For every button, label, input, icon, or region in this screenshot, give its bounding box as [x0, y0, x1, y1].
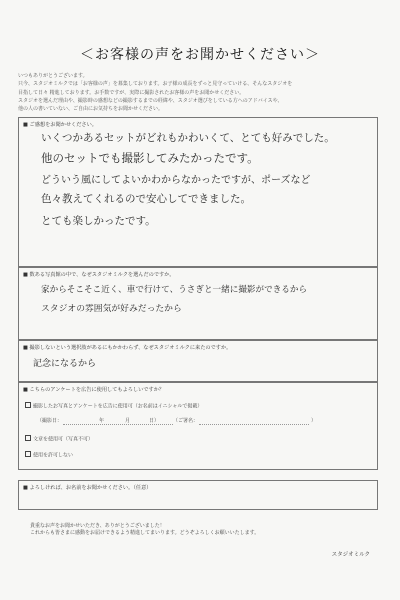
intro-line: 只今、スタジオミルクでは「お客様の声」を募集しております。お子様の成長をずっと見守っていける、そんなスタジオを	[18, 81, 293, 88]
reason-box	[18, 267, 378, 340]
impressions-line: 色々教えてくれるので安心してできました。	[41, 193, 251, 205]
ad-permission-heading: ■ こちらのアンケートを広告に使用してもよろしいですか？	[23, 387, 165, 393]
intro-line: スタジオを選んだ理由や、撮影時の感想などの撮影するまでの経緯や、スタジオ選びをしている方へのアドバイスや、	[18, 97, 283, 104]
ad-permission-box	[18, 382, 378, 470]
impressions-heading: ■ ご感想をお聞かせください。	[23, 122, 97, 128]
impressions-line: いくつかあるセットがどれもかわいくて、とても好みでした。	[41, 132, 335, 144]
impressions-box	[18, 117, 378, 267]
impressions-line: とても楽しかったです。	[41, 215, 156, 227]
brand-name: スタジオミルク	[331, 552, 370, 558]
checkbox[interactable]	[25, 402, 31, 408]
signature-line[interactable]	[199, 424, 309, 425]
impressions-line: どういう風にしてよいかわからなかったですが、ポーズなど	[41, 175, 311, 186]
date-line[interactable]	[63, 424, 173, 425]
shoot-date-label: （撮影日：	[37, 418, 63, 424]
intro-line: 目指して日々 精進しております。お手数ですが、実際に撮影されたお客様の声をお聞かせください。	[18, 89, 245, 96]
thanks-line: 貴重なお声をお聞かせいただき、ありがとうございました！	[30, 523, 165, 529]
option-label: 撮影したお写真とアンケートを広告に使用可（お名前はイニシャルで掲載）	[33, 403, 203, 410]
option-label: 使用を許可しない	[33, 452, 74, 459]
option-label: 文章を使用可（写真不可）	[33, 436, 94, 443]
permission-option-deny[interactable]	[25, 451, 73, 459]
impressions-line: 他のセットでも撮影してみたかったです。	[41, 151, 259, 165]
month-label: 月	[125, 418, 131, 424]
thanks-line: これからも皆さまに感動をお届けできるよう精進してまいります。どうぞよろしくお願いいたします。	[30, 530, 260, 536]
signature-label: （ご署名：	[173, 418, 199, 424]
year-label: 年	[99, 418, 105, 424]
checkbox[interactable]	[25, 451, 31, 457]
intro-text	[18, 72, 380, 113]
checkbox[interactable]	[25, 435, 31, 441]
day-label: 日）	[149, 418, 160, 424]
name-box	[18, 480, 378, 510]
signature-close: ）	[311, 418, 317, 424]
why-come-heading: ■ 撮影しないという選択肢があるにもかかわらず、なぜスタジオミルクに来たのですか。	[23, 345, 232, 351]
why-come-box	[18, 340, 378, 382]
name-heading: ■ よろしければ、お名前をお聞かせください。（任意）	[23, 485, 152, 491]
page-title: ＜お客様の声をお聞かせください＞	[80, 47, 320, 63]
reason-line: スタジオの雰囲気が好みだったから	[41, 304, 182, 314]
thanks-text	[30, 523, 259, 537]
intro-line: 他の人の書いていない、ご自由にお気持ちをお聞かせください。	[18, 106, 164, 113]
permission-option-text-only[interactable]	[25, 435, 93, 443]
permission-option-full[interactable]	[25, 402, 202, 410]
why-come-line: 記念になるから	[33, 359, 97, 369]
intro-line: いつもありがとうございます。	[18, 73, 88, 79]
reason-line: 家からそこそこ近く、車で行けて、うさぎと一緒に撮影ができるから	[41, 285, 308, 295]
reason-heading: ■ 数ある写真館の中で、なぜスタジオミルクを選んだのですか。	[23, 272, 175, 278]
